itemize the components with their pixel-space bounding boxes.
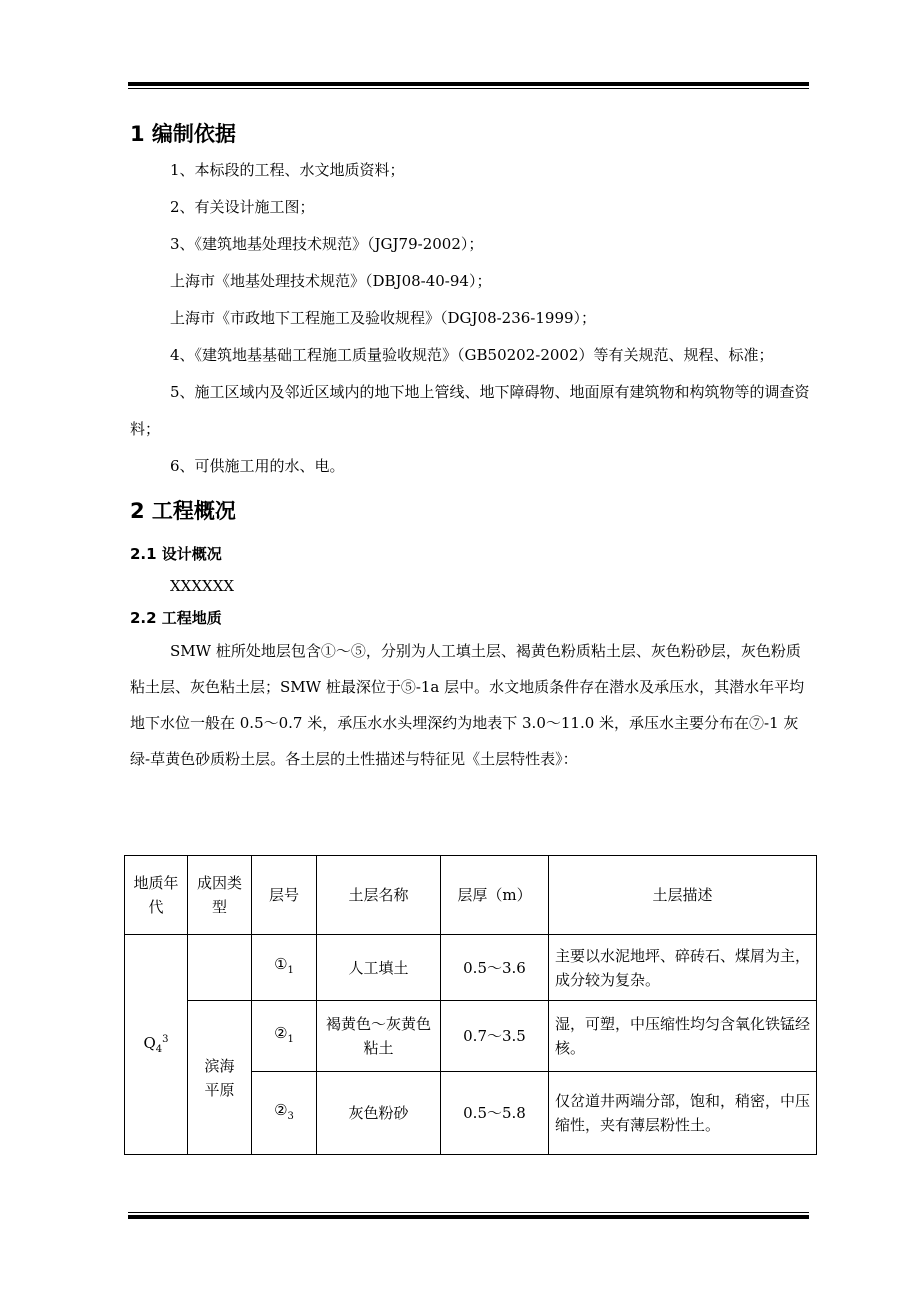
header-rule-thin	[128, 88, 809, 89]
layer-number: $②_1$	[252, 1001, 317, 1072]
header-origin: 成因类型	[188, 856, 252, 935]
geology-paragraph: SMW 桩所处地层包含①～⑤，分别为人工填土层、褐黄色粉质粘土层、灰色粉砂层，灰色粉质粘土层、灰色粘土层；SMW 桩最深位于⑤-1a 层中。水文地质条件存在潜水及承压水，其潜水年平均地下水位一般在 0.5～0.7 米，承压水水头埋深约为地表下 3.0～11.0 米，承压水主要分布在⑦-1 灰绿-草黄色砂质粉土层。各土层的土性描述与特征见《土层特性表》：	[130, 642, 805, 768]
layer-name: 人工填土	[317, 935, 441, 1001]
table-row	[125, 935, 817, 1001]
layer-number: $②_3$	[252, 1072, 317, 1155]
origin-type-cell: 滨海平原	[188, 1001, 252, 1155]
layer-thickness: 0.5～3.6	[441, 935, 549, 1001]
section-2-title: 2 工程概况	[130, 499, 236, 523]
basis-item-6: 6、可供施工用的水、电。	[170, 457, 345, 475]
basis-item-3c: 上海市《市政地下工程施工及验收规程》（DGJ08-236-1999）；	[170, 309, 597, 327]
layer-description: 湿，可塑，中压缩性均匀含氧化铁锰经核。	[549, 1001, 817, 1072]
layer-thickness: 0.5～5.8	[441, 1072, 549, 1155]
basis-item-2: 2、有关设计施工图；	[170, 198, 315, 216]
layer-number: $①_1$	[252, 935, 317, 1001]
section-1-title: 1 编制依据	[130, 122, 236, 146]
document-body	[130, 116, 810, 777]
header-rule-thick	[128, 82, 809, 86]
subsection-2-1-title: 2.1 设计概况	[130, 545, 222, 563]
basis-item-4: 4、《建筑地基基础工程施工质量验收规范》（GB50202-2002）等有关规范、规程、标准；	[170, 346, 774, 364]
basis-item-3b: 上海市《地基处理技术规范》（DBJ08-40-94）；	[170, 272, 492, 290]
header-name: 土层名称	[317, 856, 441, 935]
header-layer: 层号	[252, 856, 317, 935]
layer-name: 褐黄色～灰黄色粘土	[317, 1001, 441, 1072]
layer-thickness: 0.7～3.5	[441, 1001, 549, 1072]
table-header-row	[125, 856, 817, 935]
basis-item-3: 3、《建筑地基处理技术规范》（JGJ79-2002）；	[170, 235, 484, 253]
geologic-age-cell: $Q_4^3$	[125, 935, 188, 1155]
footer-rule-thick	[128, 1215, 809, 1219]
soil-properties-table	[124, 855, 817, 1155]
basis-item-1: 1、本标段的工程、水文地质资料；	[170, 161, 405, 179]
layer-description: 仅岔道井两端分部，饱和，稍密，中压缩性，夹有薄层粉性土。	[549, 1072, 817, 1155]
header-age: 地质年代	[125, 856, 188, 935]
design-overview-text: XXXXXX	[170, 577, 235, 595]
table-row	[125, 1001, 817, 1072]
layer-description: 主要以水泥地坪、碎砖石、煤屑为主，成分较为复杂。	[549, 935, 817, 1001]
header-description: 土层描述	[549, 856, 817, 935]
header-thickness: 层厚（m）	[441, 856, 549, 935]
subsection-2-2-title: 2.2 工程地质	[130, 609, 222, 627]
origin-empty-cell	[188, 935, 252, 1001]
layer-name: 灰色粉砂	[317, 1072, 441, 1155]
footer-rule-thin	[128, 1212, 809, 1213]
basis-item-5: 5、施工区域内及邻近区域内的地下地上管线、地下障碍物、地面原有建筑物和构筑物等的调查资料；	[130, 383, 810, 438]
